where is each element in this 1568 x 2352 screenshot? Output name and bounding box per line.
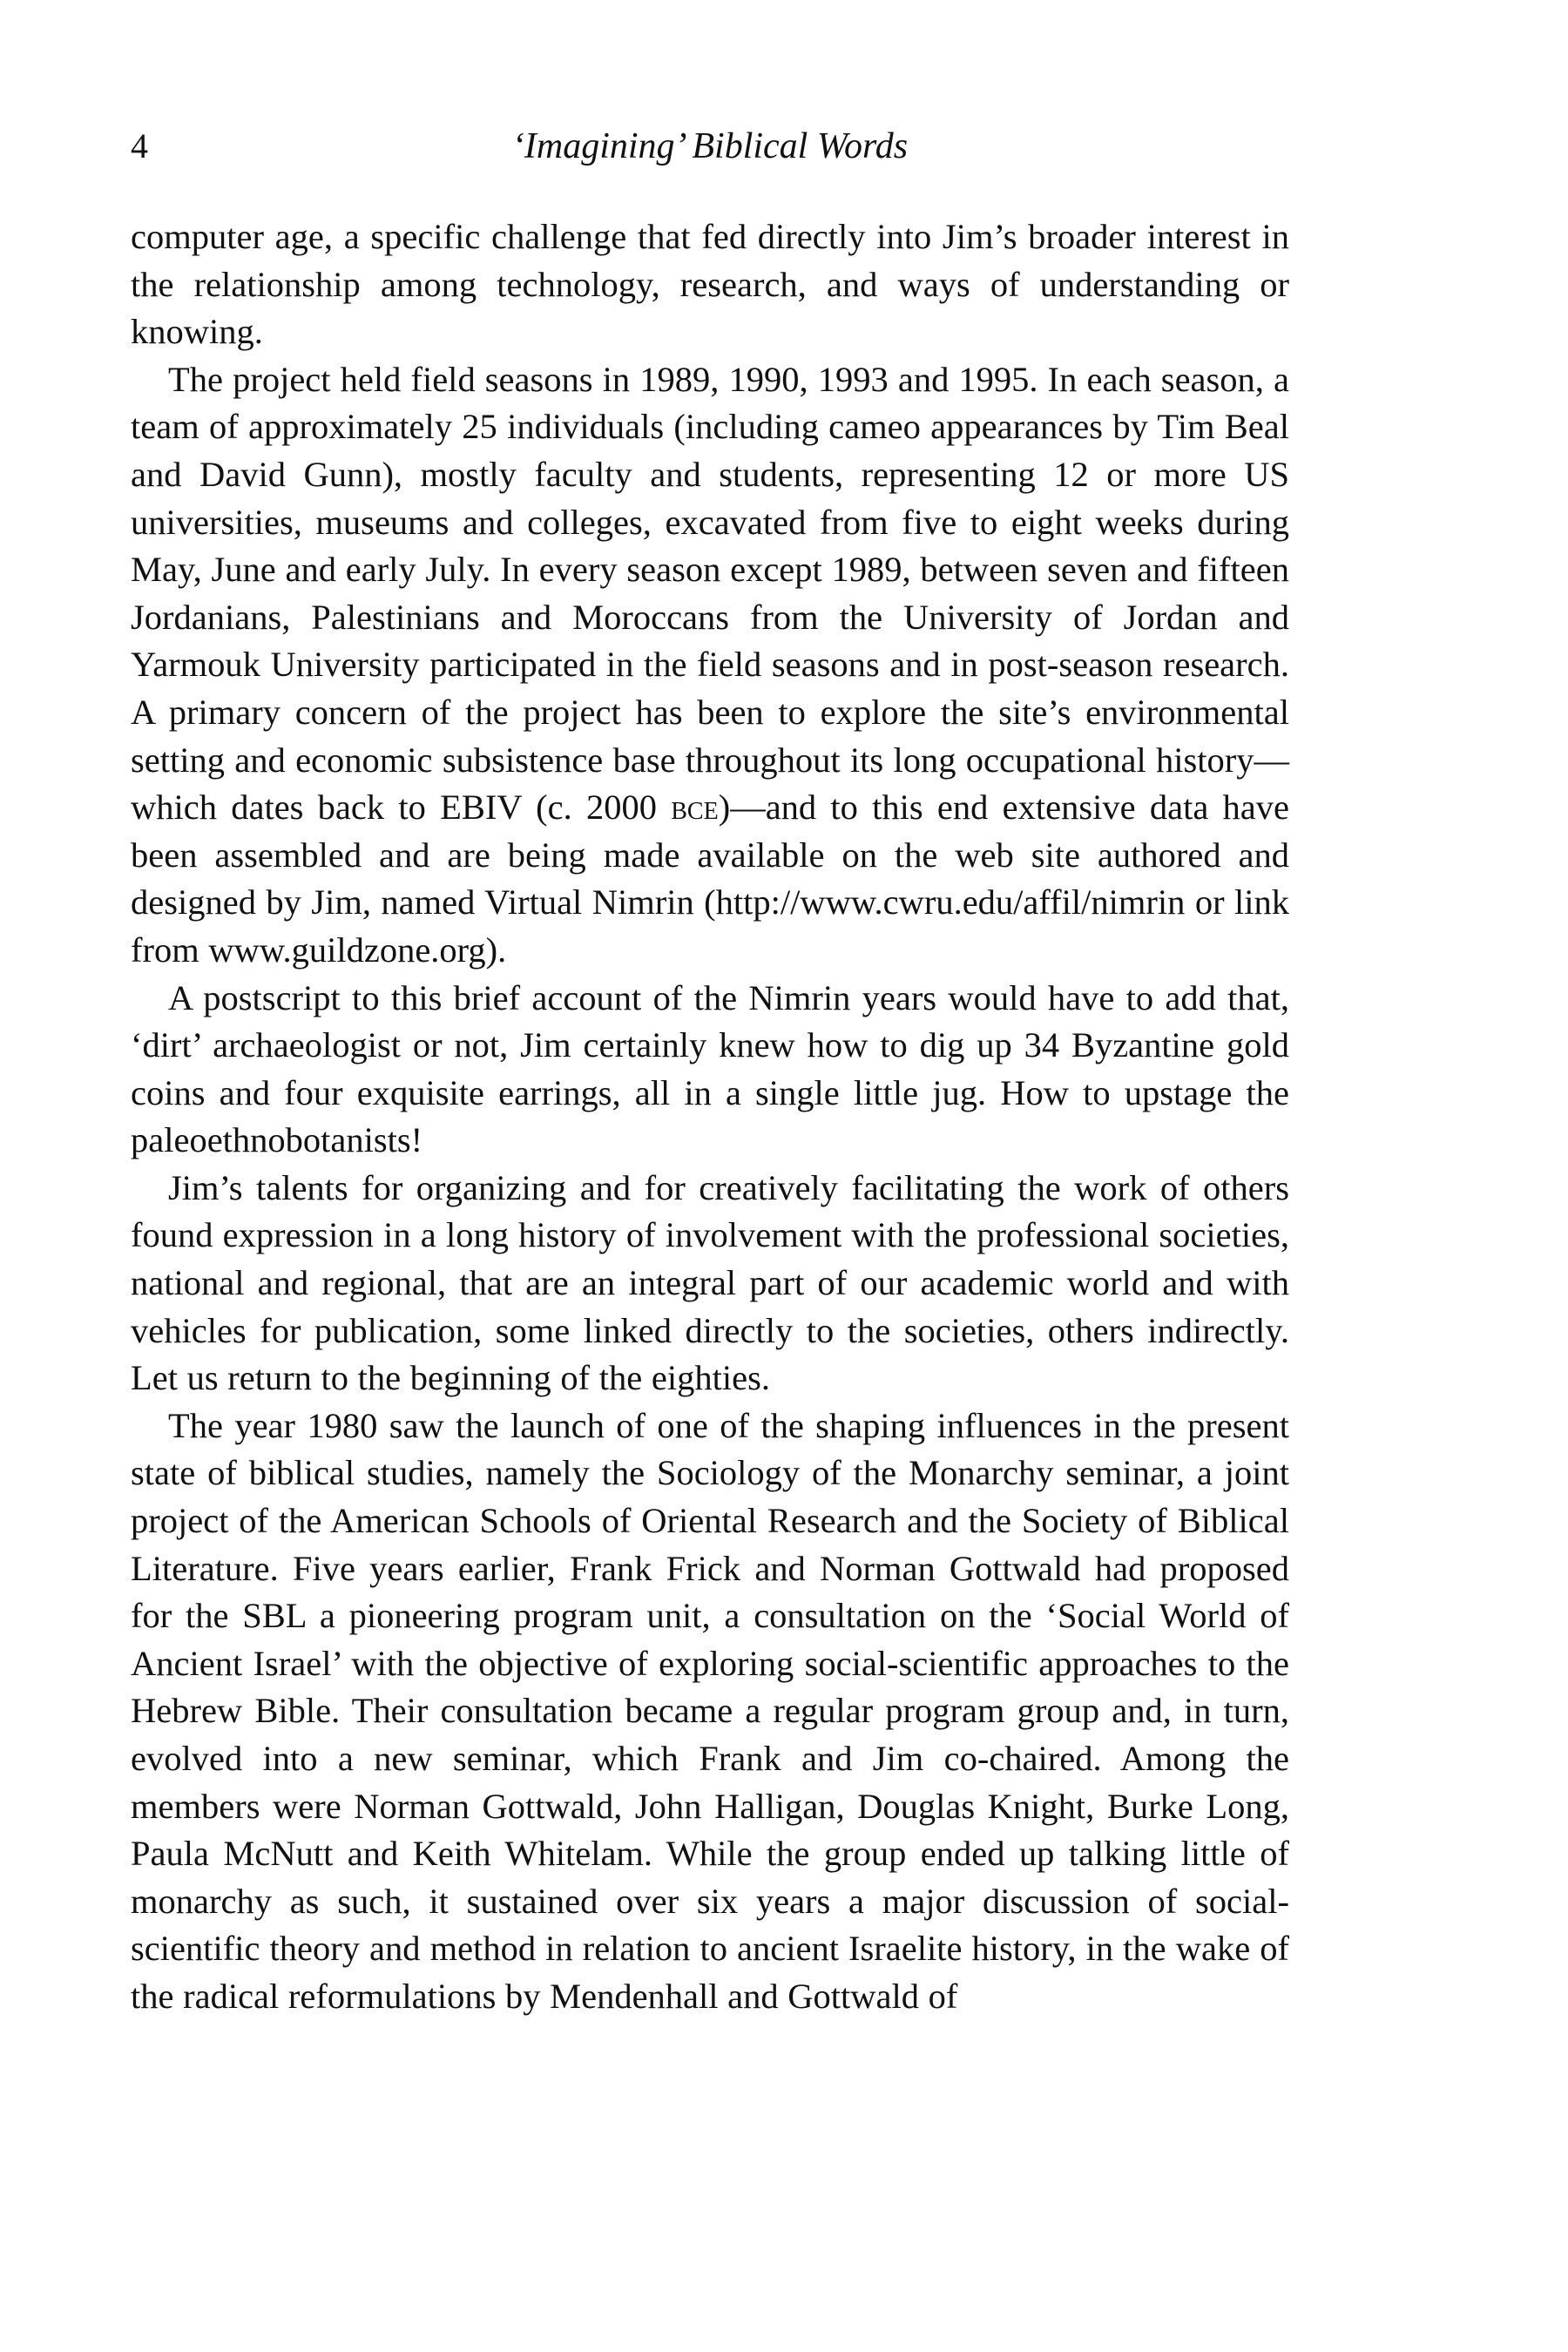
paragraph-field-seasons bbox=[131, 356, 1289, 975]
era-abbreviation: bce bbox=[671, 787, 719, 828]
running-title: ‘Imagining’ Biblical Words bbox=[511, 126, 909, 166]
paragraph-professional-societies: Jim’s talents for organizing and for creatively facilitating the work of others found expression in a long history of involvement with the professional societies, national and regional, that are an integral part of our academic world and with vehicles for publication, some linked directly to the societies, others indirectly. Let us return to the beginning of the eighties. bbox=[131, 1167, 1289, 1398]
running-head bbox=[131, 120, 1289, 172]
paragraph-postscript: A postscript to this brief account of the Nimrin years would have to add that, ‘dirt’ archaeologist or not, Jim certainly knew how to dig up 34 Byzantine gold coins and four exquisite earrings, all in a single little jug. How to upstage the paleoethnobotanists! bbox=[131, 977, 1289, 1160]
paragraph-monarchy-seminar: The year 1980 saw the launch of one of the shaping influences in the present state of biblical studies, namely the Sociology of the Monarchy seminar, a joint project of the American Schools of Oriental Research and the Society of Biblical Literature. Five years earlier, Frank Frick and Norman Gottwald had proposed for the SBL a pioneering program unit, a consultation on the ‘Social World of Ancient Israel’ with the objective of exploring social-scientific approaches to the Hebrew Bible. Their consultation became a regular program group and, in turn, evolved into a new seminar, which Frank and Jim co-chaired. Among the members were Norman Gottwald, John Halligan, Douglas Knight, Burke Long, Paula McNutt and Keith Whitelam. While the group ended up talking little of monarchy as such, it sustained over six years a major discussion of social-scientific theory and method in relation to ancient Israelite history, in the wake of the radical reformulations by Mendenhall and Gottwald of bbox=[131, 1405, 1289, 2016]
paragraph-field-seasons-text-b: )—and to this end extensive data have been assembled and are being made available on the web site authored and designed by Jim, named Virtual Nimrin (http://www.cwru.edu/affil/nimrin or link from www.guildzone.org). bbox=[131, 787, 1289, 970]
page-number: 4 bbox=[131, 126, 148, 166]
paragraph-field-seasons-text-a: The project held field seasons in 1989, 1990, 1993 and 1995. In each season, a team of approximately 25 individuals (including cameo appearances by Tim Beal and David Gunn), mostly faculty and students, representing 12 or more US universities, museums and colleges, excavated from five to eight weeks during May, June and early July. In every season except 1989, between seven and fifteen Jordanians, Palestinians and Moroccans from the University of Jordan and Yarmouk University participated in the field seasons and in post-season research. A primary concern of the project has been to explore the site’s environmental setting and economic subsistence base throughout its long occupational history—which dates back to EBIV (c. 2000 bbox=[131, 359, 1289, 828]
body-text bbox=[131, 213, 1289, 2021]
paragraph-continuation: computer age, a specific challenge that fed directly into Jim’s broader interest in the relationship among technology, research, and ways of understanding or knowing. bbox=[131, 217, 1289, 352]
